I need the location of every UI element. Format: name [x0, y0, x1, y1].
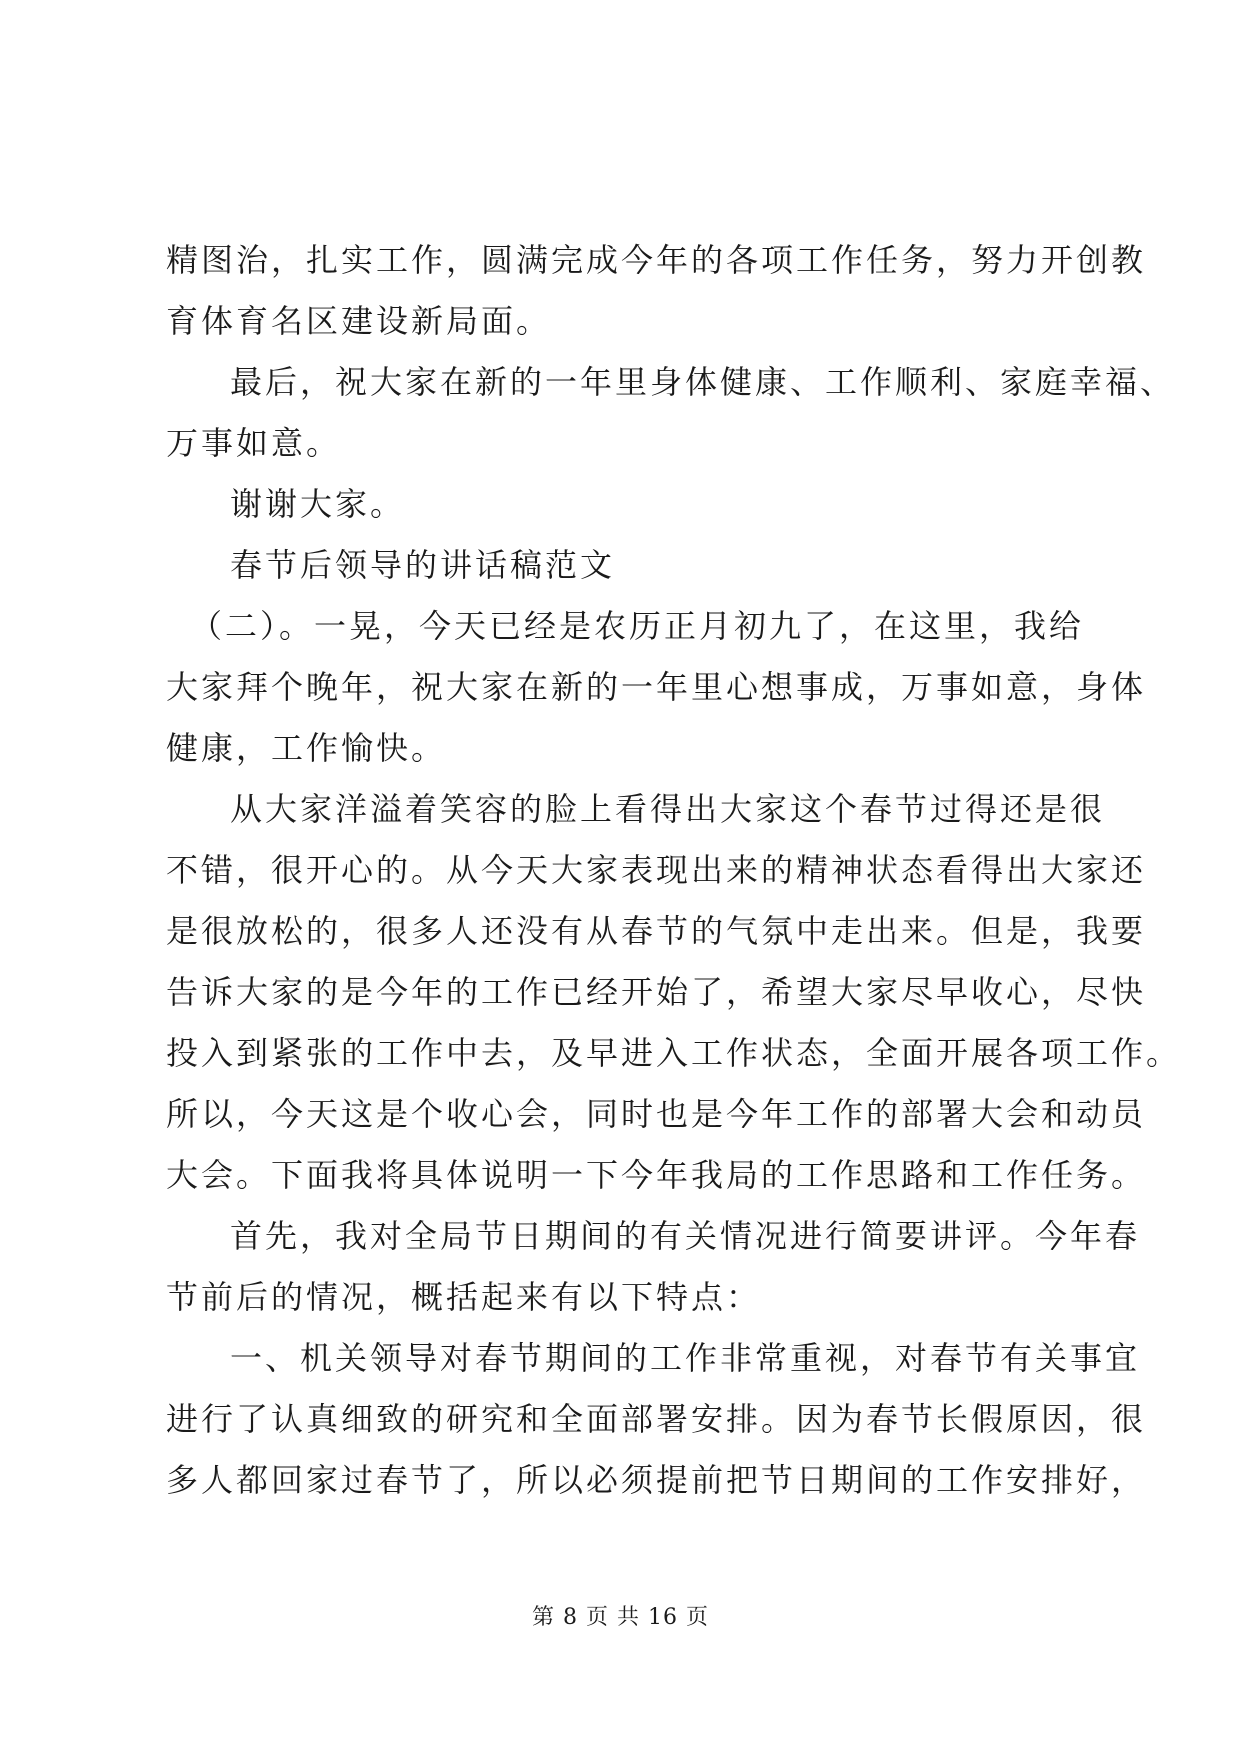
- page-number-footer: 第 8 页 共 16 页: [532, 1605, 709, 1630]
- text-line: 谢谢大家。: [230, 485, 406, 523]
- text-line: 节前后的情况，概括起来有以下特点：: [166, 1278, 762, 1316]
- text-line: 一、机关领导对春节期间的工作非常重视，对春节有关事宜: [230, 1339, 1141, 1377]
- text-line: 育体育名区建设新局面。: [166, 302, 552, 340]
- text-line: 多人都回家过春节了，所以必须提前把节日期间的工作安排好，: [166, 1461, 1147, 1499]
- text-line: 大会。下面我将具体说明一下今年我局的工作思路和工作任务。: [166, 1156, 1147, 1194]
- text-line: 告诉大家的是今年的工作已经开始了，希望大家尽早收心，尽快: [166, 973, 1147, 1011]
- text-line: 精图治，扎实工作，圆满完成今年的各项工作任务，努力开创教: [166, 241, 1147, 279]
- text-line: 大家拜个晚年，祝大家在新的一年里心想事成，万事如意，身体: [166, 668, 1147, 706]
- text-line: 是很放松的，很多人还没有从春节的气氛中走出来。但是，我要: [166, 912, 1147, 950]
- text-line: 不错，很开心的。从今天大家表现出来的精神状态看得出大家还: [166, 851, 1147, 889]
- text-line: （二）。一晃，今天已经是农历正月初九了，在这里，我给: [190, 607, 1085, 645]
- text-line: 最后，祝大家在新的一年里身体健康、工作顺利、家庭幸福、: [230, 363, 1176, 401]
- text-line: 万事如意。: [166, 424, 342, 462]
- body-text: [166, 230, 1182, 1511]
- text-line: 从大家洋溢着笑容的脸上看得出大家这个春节过得还是很: [230, 790, 1106, 828]
- text-line: 投入到紧张的工作中去，及早进入工作状态，全面开展各项工作。: [166, 1034, 1182, 1072]
- text-line: 首先，我对全局节日期间的有关情况进行简要讲评。今年春: [230, 1217, 1141, 1255]
- text-line: 进行了认真细致的研究和全面部署安排。因为春节长假原因，很: [166, 1400, 1147, 1438]
- text-line: 春节后领导的讲话稿范文: [230, 546, 616, 584]
- text-line: 健康，工作愉快。: [166, 729, 447, 767]
- text-line: 所以，今天这是个收心会，同时也是今年工作的部署大会和动员: [166, 1095, 1147, 1133]
